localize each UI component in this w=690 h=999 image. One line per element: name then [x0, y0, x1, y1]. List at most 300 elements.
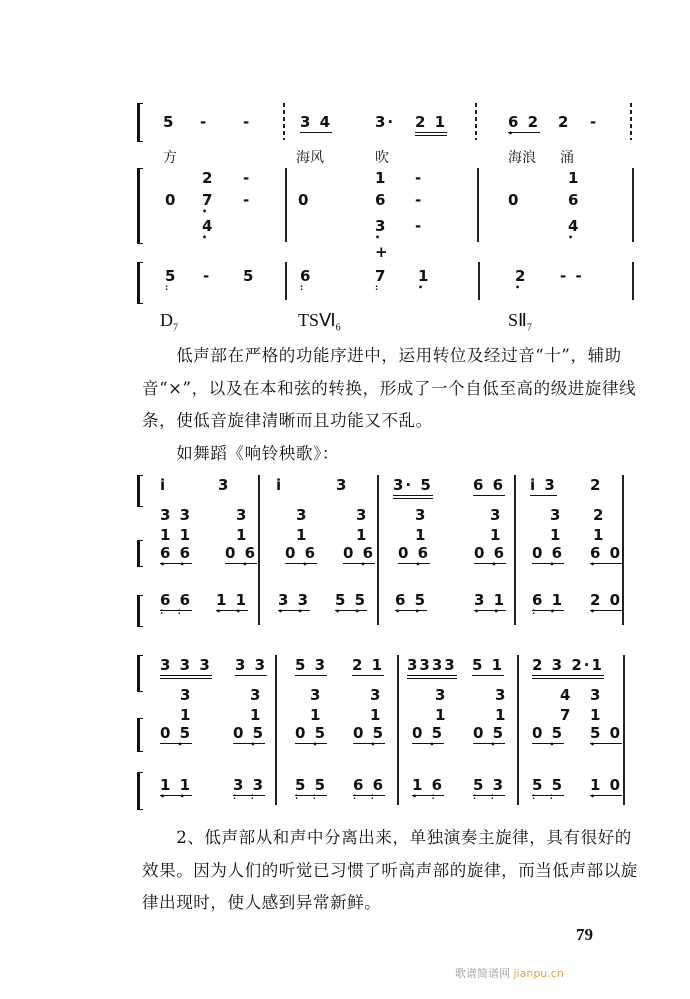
chord-label	[160, 310, 178, 339]
note	[335, 591, 368, 616]
barline	[623, 655, 625, 805]
note	[532, 591, 565, 616]
note-text: 3	[296, 506, 309, 524]
note-text: 6 2	[508, 113, 541, 131]
note-text: 0 5	[160, 724, 193, 742]
note-text: 3	[490, 506, 503, 524]
note-text: 1	[180, 706, 193, 724]
note-text: 0 6	[474, 544, 507, 562]
note	[393, 477, 433, 493]
note-text: -	[200, 113, 209, 131]
note	[558, 114, 570, 130]
note-text: 4	[560, 686, 573, 704]
note	[296, 507, 308, 523]
octave-dots: :	[375, 283, 382, 292]
note	[356, 527, 368, 543]
note-text: 0 5	[412, 724, 445, 742]
note-text: 3	[415, 506, 428, 524]
note-text: i	[160, 476, 168, 494]
octave-dots: • •	[160, 792, 188, 801]
note-text: 3	[336, 476, 349, 494]
note-text: 6 6	[160, 544, 193, 562]
staff-bracket	[137, 718, 143, 752]
note-text: 1	[415, 526, 428, 544]
note	[236, 527, 248, 543]
note-text: 7	[202, 191, 215, 209]
octave-dots: : •	[532, 607, 558, 616]
octave-dots: •	[343, 560, 369, 569]
octave-dots: •	[295, 740, 321, 749]
chord-inversion: 7	[526, 322, 532, 334]
barline	[632, 168, 634, 242]
note-text: 2 1	[415, 113, 447, 136]
note-text: 3 3	[160, 506, 193, 524]
note-text: 0 6	[285, 544, 318, 562]
note	[375, 217, 388, 242]
note	[495, 687, 507, 703]
note-text: +	[375, 243, 390, 261]
note-text: 1	[495, 706, 508, 724]
staff-bracket	[137, 595, 143, 627]
note	[235, 657, 267, 673]
note	[250, 687, 262, 703]
note-text: 5	[243, 267, 256, 285]
octave-dots: •	[508, 129, 517, 138]
note-text: 3	[180, 686, 193, 704]
note-text: 4	[202, 217, 215, 235]
note	[550, 527, 562, 543]
note-text: -	[243, 169, 252, 187]
note-text: 5 3	[473, 776, 506, 794]
note-text: 1	[375, 169, 388, 187]
note-text: 1	[550, 526, 563, 544]
note	[352, 657, 384, 673]
staff-bracket	[137, 540, 143, 567]
note-text: 2	[202, 169, 215, 187]
paragraph-bass-progression: 低声部在严格的功能序进中，运用转位及经过音“十”，辅助音“×”，以及在本和弦的转换，形成了一个自低至高的级进旋律线条，使低音旋律清晰而且功能又不乱。	[142, 346, 637, 430]
note	[353, 724, 386, 749]
note-text: 6 6	[473, 476, 506, 494]
note-text: 1	[296, 526, 309, 544]
note	[375, 244, 390, 260]
note-text: 1 1	[216, 591, 249, 609]
note	[590, 114, 598, 130]
note-text: 7	[560, 706, 573, 724]
lyric: 海风	[296, 150, 324, 166]
note	[412, 776, 445, 801]
note-text: 2 1	[352, 656, 385, 674]
note	[375, 114, 395, 130]
note	[250, 707, 262, 723]
note-text: 0	[508, 191, 521, 209]
note-text: 0	[165, 191, 178, 209]
note-text: - -	[560, 267, 584, 285]
note	[160, 507, 192, 523]
note	[200, 114, 208, 130]
barline	[285, 262, 287, 300]
staff-bracket	[137, 772, 143, 810]
note	[568, 217, 581, 242]
octave-dots: •	[412, 740, 438, 749]
note	[295, 776, 328, 801]
note	[508, 192, 520, 208]
note-text: 6 0	[590, 544, 623, 562]
text-block-lower	[142, 822, 642, 920]
note	[435, 687, 447, 703]
note	[415, 507, 427, 523]
note	[165, 267, 178, 292]
note	[353, 776, 386, 801]
note	[532, 657, 604, 673]
octave-dots: • •	[335, 607, 363, 616]
note-text: 0 5	[295, 724, 328, 742]
page-number: 79	[576, 925, 593, 944]
note	[560, 687, 572, 703]
note	[160, 544, 193, 569]
note	[163, 114, 175, 130]
note	[590, 724, 623, 749]
note-text: 1	[370, 706, 383, 724]
note-text: 6 1	[532, 591, 565, 609]
note	[160, 776, 193, 801]
note-text: 2	[593, 506, 606, 524]
note	[418, 267, 431, 292]
note	[295, 657, 327, 673]
chord-name: D	[160, 310, 173, 330]
note-text: 6 5	[395, 591, 428, 609]
note-text: 0 5	[233, 724, 266, 742]
octave-dots: •	[473, 740, 499, 749]
note	[530, 477, 557, 493]
note	[490, 507, 502, 523]
octave-dots: •	[590, 607, 599, 616]
note	[474, 544, 507, 569]
note	[202, 191, 215, 216]
note-text: 3 3	[233, 776, 266, 794]
octave-dots: •	[375, 233, 384, 242]
note-text: 2	[515, 267, 528, 285]
note-text: 3	[218, 476, 231, 494]
octave-dots: •	[532, 740, 558, 749]
note	[243, 192, 251, 208]
note	[593, 507, 605, 523]
note-text: 2 0	[590, 591, 623, 609]
lyric: 吹	[375, 150, 389, 166]
note-text: 1 1	[160, 776, 193, 794]
note-text: 1 1	[160, 526, 193, 544]
note-text: i 3	[530, 476, 557, 494]
note-text: 3 1	[474, 591, 507, 609]
octave-dots: • •	[278, 607, 306, 616]
note	[285, 544, 318, 569]
watermark-cn: 歌谱简谱网	[455, 967, 510, 980]
note-text: 0 6	[225, 544, 258, 562]
note	[532, 724, 565, 749]
barline	[283, 103, 285, 140]
watermark-en: jianpu.cn	[513, 967, 564, 980]
barline	[632, 262, 634, 300]
note	[568, 192, 580, 208]
note-text: 0 6	[398, 544, 431, 562]
note-text: 2	[558, 113, 571, 131]
note-text: 3	[375, 217, 388, 235]
octave-dots: •	[418, 283, 427, 292]
note-text: 0 6	[343, 544, 376, 562]
note-text: 3	[250, 686, 263, 704]
paragraph-example-intro: 如舞蹈《响铃秧歌》：	[142, 443, 339, 463]
note-text: 1	[250, 706, 263, 724]
note-text: 1	[568, 169, 581, 187]
note	[398, 544, 431, 569]
note	[295, 724, 328, 749]
staff-bracket	[137, 475, 143, 507]
octave-dots: •	[568, 233, 577, 242]
note-text: 3	[370, 686, 383, 704]
note-text: 5 5	[295, 776, 328, 794]
note	[356, 507, 368, 523]
barline	[475, 103, 477, 140]
note-text: 1	[310, 706, 323, 724]
note	[532, 776, 565, 801]
chord-name: SⅡ	[508, 310, 527, 330]
note-text: i	[276, 476, 284, 494]
octave-dots: •	[202, 207, 211, 216]
note-text: 5	[163, 113, 176, 131]
octave-dots: • •	[160, 560, 188, 569]
note	[435, 707, 447, 723]
note	[532, 544, 565, 569]
note-text: 3· 5	[393, 476, 433, 499]
octave-dots: •	[590, 792, 599, 801]
note-text: 3	[495, 686, 508, 704]
note-text: 1	[435, 706, 448, 724]
octave-dots: • •	[216, 607, 244, 616]
note	[296, 527, 308, 543]
note	[375, 192, 387, 208]
note-text: 6 6	[353, 776, 386, 794]
note-text: 1	[236, 526, 249, 544]
note	[495, 707, 507, 723]
note-text: 3	[435, 686, 448, 704]
barline	[478, 262, 480, 300]
lyric: 海浪	[508, 150, 536, 166]
chord-name: TSⅥ	[298, 310, 336, 330]
staff-bracket	[137, 262, 143, 304]
barline	[517, 655, 519, 805]
octave-dots: •	[590, 740, 599, 749]
barline	[397, 655, 399, 805]
note-text: 3	[550, 506, 563, 524]
paragraph-bass-melody: 2、低声部从和声中分离出来，单独演奏主旋律，具有很好的效果。因为人们的听觉已习惯了听高声部的旋律，而当低声部以旋律出现时，使人感到异常新鲜。	[142, 828, 638, 912]
note	[160, 591, 193, 616]
note-text: -	[415, 217, 424, 235]
note	[165, 192, 177, 208]
staff-bracket	[137, 655, 143, 692]
note	[160, 657, 212, 673]
note	[278, 591, 311, 616]
note-text: 6	[568, 191, 581, 209]
octave-dots: • •	[474, 607, 502, 616]
note	[473, 477, 505, 493]
note	[160, 477, 167, 493]
note-text: 5 3	[295, 656, 328, 674]
note	[298, 192, 310, 208]
note-text: 5 5	[335, 591, 368, 609]
note	[243, 268, 255, 284]
note	[590, 544, 623, 569]
note	[180, 687, 192, 703]
note	[590, 687, 602, 703]
note-text: 3 4	[300, 113, 333, 131]
octave-dots: : :	[295, 792, 319, 801]
note-text: 1	[490, 526, 503, 544]
note	[508, 113, 541, 138]
note	[568, 170, 580, 186]
note-text: 1	[593, 526, 606, 544]
note-text: 3	[310, 686, 323, 704]
note-text: 6 6	[160, 591, 193, 609]
note-text: 1	[590, 706, 603, 724]
note	[370, 707, 382, 723]
note	[203, 268, 211, 284]
note-text: 5 1	[472, 656, 505, 674]
staff-bracket	[137, 168, 143, 244]
chord-inversion: 7	[173, 322, 178, 334]
note	[560, 268, 584, 284]
note	[336, 477, 348, 493]
note	[236, 507, 248, 523]
note	[225, 544, 258, 569]
note-text: 5 5	[532, 776, 565, 794]
note	[550, 507, 562, 523]
barline	[477, 168, 479, 242]
note-text: 3	[590, 686, 603, 704]
barline	[514, 475, 516, 625]
note	[415, 114, 447, 130]
note-text: -	[243, 191, 252, 209]
note	[474, 591, 507, 616]
note	[473, 776, 506, 801]
note	[202, 170, 214, 186]
octave-dots: : :	[160, 607, 184, 616]
barline	[630, 103, 632, 140]
note	[310, 687, 322, 703]
note	[590, 707, 602, 723]
note-text: -	[203, 267, 212, 285]
octave-dots: : :	[233, 792, 257, 801]
note-text: 2 3 2·1	[532, 656, 604, 679]
octave-dots: • •	[395, 607, 423, 616]
note	[473, 724, 506, 749]
note-text: 0 6	[532, 544, 565, 562]
note-text: -	[243, 113, 252, 131]
note	[310, 707, 322, 723]
note	[160, 724, 193, 749]
note	[415, 170, 423, 186]
note	[233, 724, 266, 749]
note-text: 7	[375, 267, 388, 285]
note-text: 6	[375, 191, 388, 209]
note	[276, 477, 283, 493]
note	[233, 776, 266, 801]
barline	[622, 475, 624, 625]
text-block-upper	[142, 340, 642, 470]
note	[515, 267, 528, 292]
note	[590, 591, 623, 616]
octave-dots: •	[233, 740, 259, 749]
note	[300, 267, 313, 292]
note-text: 3333	[407, 656, 457, 679]
watermark	[455, 965, 564, 981]
note-text: 5 0	[590, 724, 623, 742]
note-text: 1 0	[590, 776, 623, 794]
barline	[377, 475, 379, 625]
note-text: 0	[298, 191, 311, 209]
barline	[258, 475, 260, 625]
note-text: 3 3 3	[160, 656, 212, 679]
note	[590, 776, 623, 801]
note	[490, 527, 502, 543]
note	[415, 192, 423, 208]
octave-dots: :	[165, 283, 172, 292]
note-text: 5	[165, 267, 178, 285]
octave-dots: •	[160, 740, 186, 749]
octave-dots: : :	[532, 792, 556, 801]
barline	[275, 655, 277, 805]
staff-bracket	[137, 103, 143, 142]
octave-dots: •	[515, 283, 524, 292]
note-text: 3	[356, 506, 369, 524]
octave-dots: •	[285, 560, 311, 569]
note	[180, 707, 192, 723]
octave-dots: •	[532, 560, 558, 569]
note-text: 0 5	[473, 724, 506, 742]
note	[395, 591, 428, 616]
note	[415, 218, 423, 234]
note	[243, 170, 251, 186]
note	[300, 114, 332, 130]
octave-dots: •	[398, 560, 424, 569]
note-text: 2	[590, 476, 603, 494]
note-text: 3 3	[278, 591, 311, 609]
octave-dots: : :	[473, 792, 497, 801]
note	[160, 527, 192, 543]
note	[375, 267, 388, 292]
note-text: -	[590, 113, 599, 131]
note-text: 3	[236, 506, 249, 524]
note	[370, 687, 382, 703]
note-text: 3 3	[235, 656, 268, 674]
chord-label	[508, 310, 532, 339]
note	[590, 477, 602, 493]
note-text: -	[415, 191, 424, 209]
note	[375, 170, 387, 186]
octave-dots: •	[474, 560, 500, 569]
note-text: 1	[418, 267, 431, 285]
octave-dots: • :	[412, 792, 438, 801]
note	[343, 544, 376, 569]
lyric: 涌	[560, 150, 574, 166]
octave-dots: •	[202, 233, 211, 242]
chord-inversion: 6	[335, 322, 341, 334]
octave-dots: : :	[353, 792, 377, 801]
octave-dots: •	[353, 740, 379, 749]
note-text: 0 5	[532, 724, 565, 742]
note-text: 3·	[375, 113, 396, 131]
note	[412, 724, 445, 749]
octave-dots: •	[590, 560, 599, 569]
note	[407, 657, 457, 673]
